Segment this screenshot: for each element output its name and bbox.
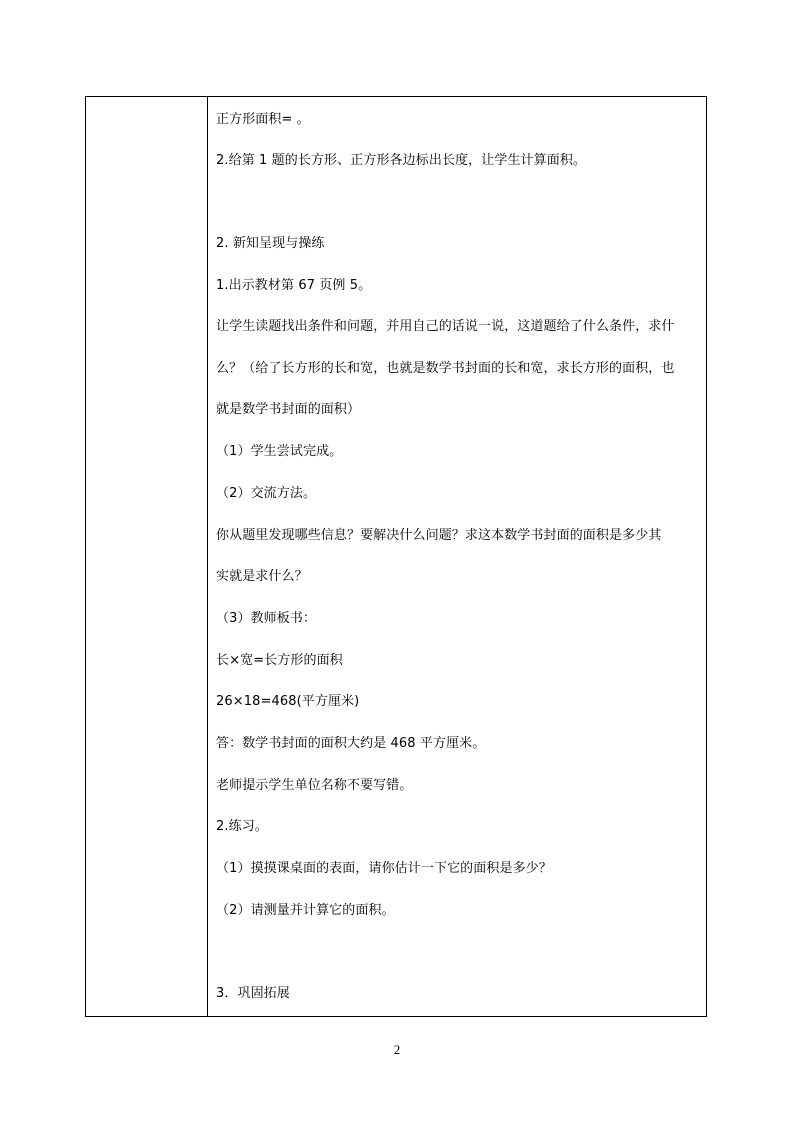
instruction-line-1: 让学生读题找出条件和问题，并用自己的话说一说，这道题给了什么条件，求什: [216, 319, 675, 334]
practice-item-2: （2）请测量并计算它的面积。: [216, 903, 395, 918]
calculation-line: 26×18=468(平方厘米): [216, 694, 360, 709]
page-number: 2: [393, 1042, 401, 1057]
step-1-line: （1）学生尝试完成。: [216, 444, 343, 459]
section-heading-new-knowledge: 2. 新知呈现与操练: [216, 236, 325, 251]
square-area-line: 正方形面积= 。: [216, 112, 310, 127]
question-line-2: 实就是求什么？: [216, 569, 308, 584]
answer-line: 答：数学书封面的面积大约是 468 平方厘米。: [216, 736, 486, 751]
practice-heading: 2.练习。: [216, 819, 268, 834]
instruction-line-3: 就是数学书封面的面积）: [216, 402, 361, 417]
lesson-table: [85, 96, 707, 1017]
practice-item-1: （1）摸摸课桌面的表面，请你估计一下它的面积是多少？: [216, 861, 552, 876]
step-3-line: （3）教师板书：: [216, 611, 317, 626]
task-label-sides-line: 2.给第 1 题的长方形、正方形各边标出长度，让学生计算面积。: [216, 153, 587, 168]
instruction-line-2: 么？（给了长方形的长和宽，也就是数学书封面的长和宽，求长方形的面积，也: [216, 361, 675, 376]
step-2-line: （2）交流方法。: [216, 486, 317, 501]
textbook-example-line: 1.出示教材第 67 页例 5。: [216, 278, 372, 293]
question-line-1: 你从题里发现哪些信息？要解决什么问题？求这本数学书封面的面积是多少其: [216, 528, 662, 543]
formula-line: 长×宽=长方形的面积: [216, 653, 343, 668]
section-heading-consolidate: 3．巩固拓展: [216, 986, 290, 1001]
teacher-tip-line: 老师提示学生单位名称不要写错。: [216, 778, 413, 793]
table-left-column: [86, 97, 207, 1016]
table-right-column: [208, 97, 706, 1016]
